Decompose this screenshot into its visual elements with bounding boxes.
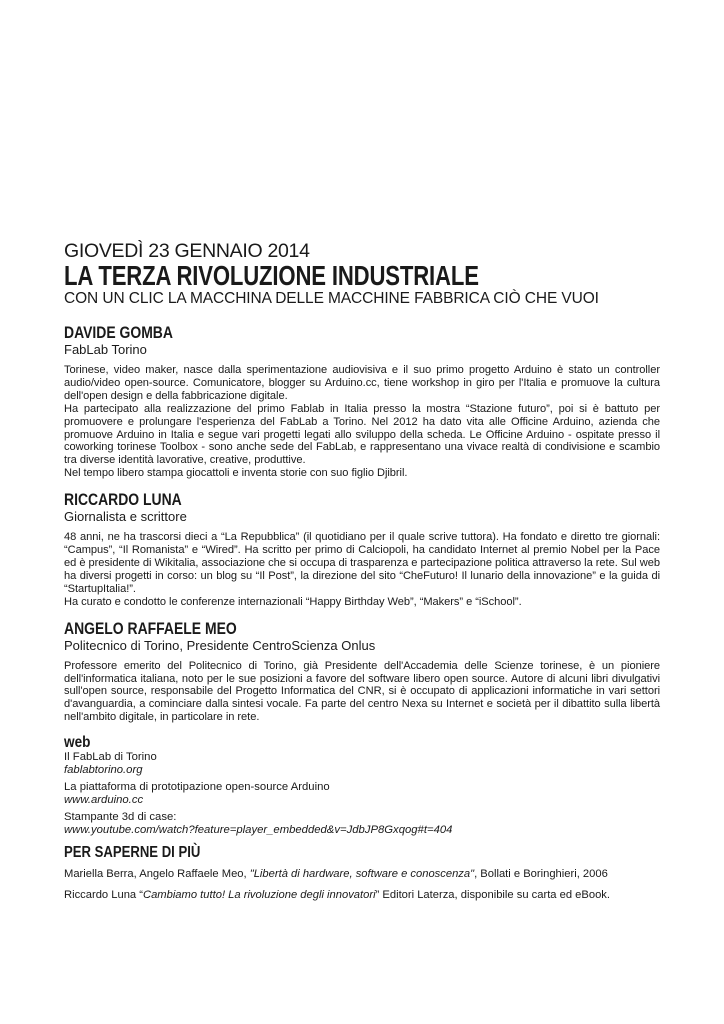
web-item-label: Stampante 3d di case: bbox=[64, 811, 177, 824]
reference-publisher: , Bollati e Boringhieri, 2006 bbox=[474, 868, 608, 881]
reference-item bbox=[64, 889, 660, 902]
web-heading: web bbox=[64, 734, 91, 752]
web-item-label: Il FabLab di Torino bbox=[64, 751, 157, 764]
speaker-bio bbox=[64, 364, 660, 480]
speaker-role: FabLab Torino bbox=[64, 342, 147, 357]
reference-publisher: ” Editori Laterza, disponibile su carta ed eBook. bbox=[375, 889, 611, 902]
event-date: GIOVEDÌ 23 GENNAIO 2014 bbox=[64, 240, 310, 262]
reference-authors: Riccardo Luna “ bbox=[64, 889, 143, 902]
bio-paragraph: 48 anni, ne ha trascorsi dieci a “La Repubblica” (il quotidiano per il quale scrive tuttora). Ha fondato e diretto tre giornali: “Campus”, “Il Romanista” e “Wired”. Ha scritto per primo di Calciopoli, ha candidato Internet al premio Nobel per la Pace ed è presidente di Wikitalia, associazione che si occupa di trasparenza e partecipazione politica attraverso la rete. Sul web ha diversi progetti in corso: un blog su “Il Post”, la direzione del sito “CheFuturo! Il lunario della innovazione” e la guida di “StartupItalia!”. bbox=[64, 531, 660, 595]
web-item-link[interactable]: www.arduino.cc bbox=[64, 793, 144, 806]
speaker-name: ANGELO RAFFAELE MEO bbox=[64, 618, 237, 638]
speaker-section bbox=[64, 619, 660, 725]
speaker-role: Politecnico di Torino, Presidente CentroScienza Onlus bbox=[64, 637, 376, 653]
speaker-name: DAVIDE GOMBA bbox=[64, 323, 173, 342]
reference-item bbox=[64, 868, 660, 881]
speaker-role: Giornalista e scrittore bbox=[64, 509, 187, 525]
document-page bbox=[64, 240, 660, 910]
web-item bbox=[64, 751, 660, 776]
web-item-link[interactable]: fablabtorino.org bbox=[64, 763, 143, 776]
event-subtitle: CON UN CLIC LA MACCHINA DELLE MACCHINE FABBRICA CIÒ CHE VUOI bbox=[64, 290, 599, 307]
bio-paragraph: Ha curato e condotto le conferenze internazionali “Happy Birthday Web”, “Makers” e “iSchool”. bbox=[64, 595, 522, 608]
web-item bbox=[64, 811, 660, 836]
bio-paragraph: Torinese, video maker, nasce dalla sperimentazione audiovisiva e il suo primo progetto Arduino è stato un controller audio/video open-source. Comunicatore, blogger su Arduino.cc, tiene workshop in giro per l'Italia e promuove la cultura dell'open design e della fabbricazione digitale. bbox=[64, 364, 660, 402]
web-item bbox=[64, 781, 660, 806]
bio-paragraph: Nel tempo libero stampa giocattoli e inventa storie con suo figlio Djibril. bbox=[64, 467, 408, 480]
further-reading-heading: PER SAPERNE DI PIÙ bbox=[64, 844, 201, 862]
reference-title: "Libertà di hardware, software e conoscenza" bbox=[249, 868, 475, 881]
web-item-label: La piattaforma di prototipazione open-source Arduino bbox=[64, 781, 330, 794]
bio-paragraph: Professore emerito del Politecnico di Torino, già Presidente dell'Accademia delle Scienze torinese, è un pioniere dell'informatica italiana, noto per le sue posizioni a favore del software libero open source. Autore di alcuni libri divulgativi sull'open source, responsabile del Progetto Informatica del CNR, si è occupato di applicazioni informatiche in vari settori d'avanguardia, a cominciare dalla sintesi vocale. Fa parte del centro Nexa su Internet e società per il dibattito sulla libertà nell'ambito digitale, in particolare in rete. bbox=[64, 659, 660, 724]
bio-paragraph: Ha partecipato alla realizzazione del primo Fablab in Italia presso la mostra “Stazione futuro”, poi si è battuto per promuovere e prolungare l'esperienza del FabLab a Torino. Nel 2012 ha dato vita alle Officine Arduino, azienda che promuove Arduino in Italia e segue vari progetti legati allo sviluppo della scheda. Le Officine Arduino - ospitate presso il coworking torinese Toolbox - sono anche sede del FabLab, e rappresentano una vivace realtà di condivisione e scambio tra diverse identità lavorative, creative, produttive. bbox=[64, 402, 660, 467]
speaker-name: RICCARDO LUNA bbox=[64, 490, 182, 510]
speaker-section bbox=[64, 490, 660, 608]
reference-authors: Mariella Berra, Angelo Raffaele Meo, bbox=[64, 868, 250, 881]
speaker-bio bbox=[64, 660, 660, 725]
web-item-link[interactable]: www.youtube.com/watch?feature=player_embedded&v=JdbJP8Gxqog#t=404 bbox=[64, 823, 453, 836]
speaker-section bbox=[64, 323, 660, 480]
event-title: LA TERZA RIVOLUZIONE INDUSTRIALE bbox=[64, 260, 479, 291]
speaker-bio bbox=[64, 531, 660, 608]
reference-title: Cambiamo tutto! La rivoluzione degli innovatori bbox=[142, 889, 376, 902]
